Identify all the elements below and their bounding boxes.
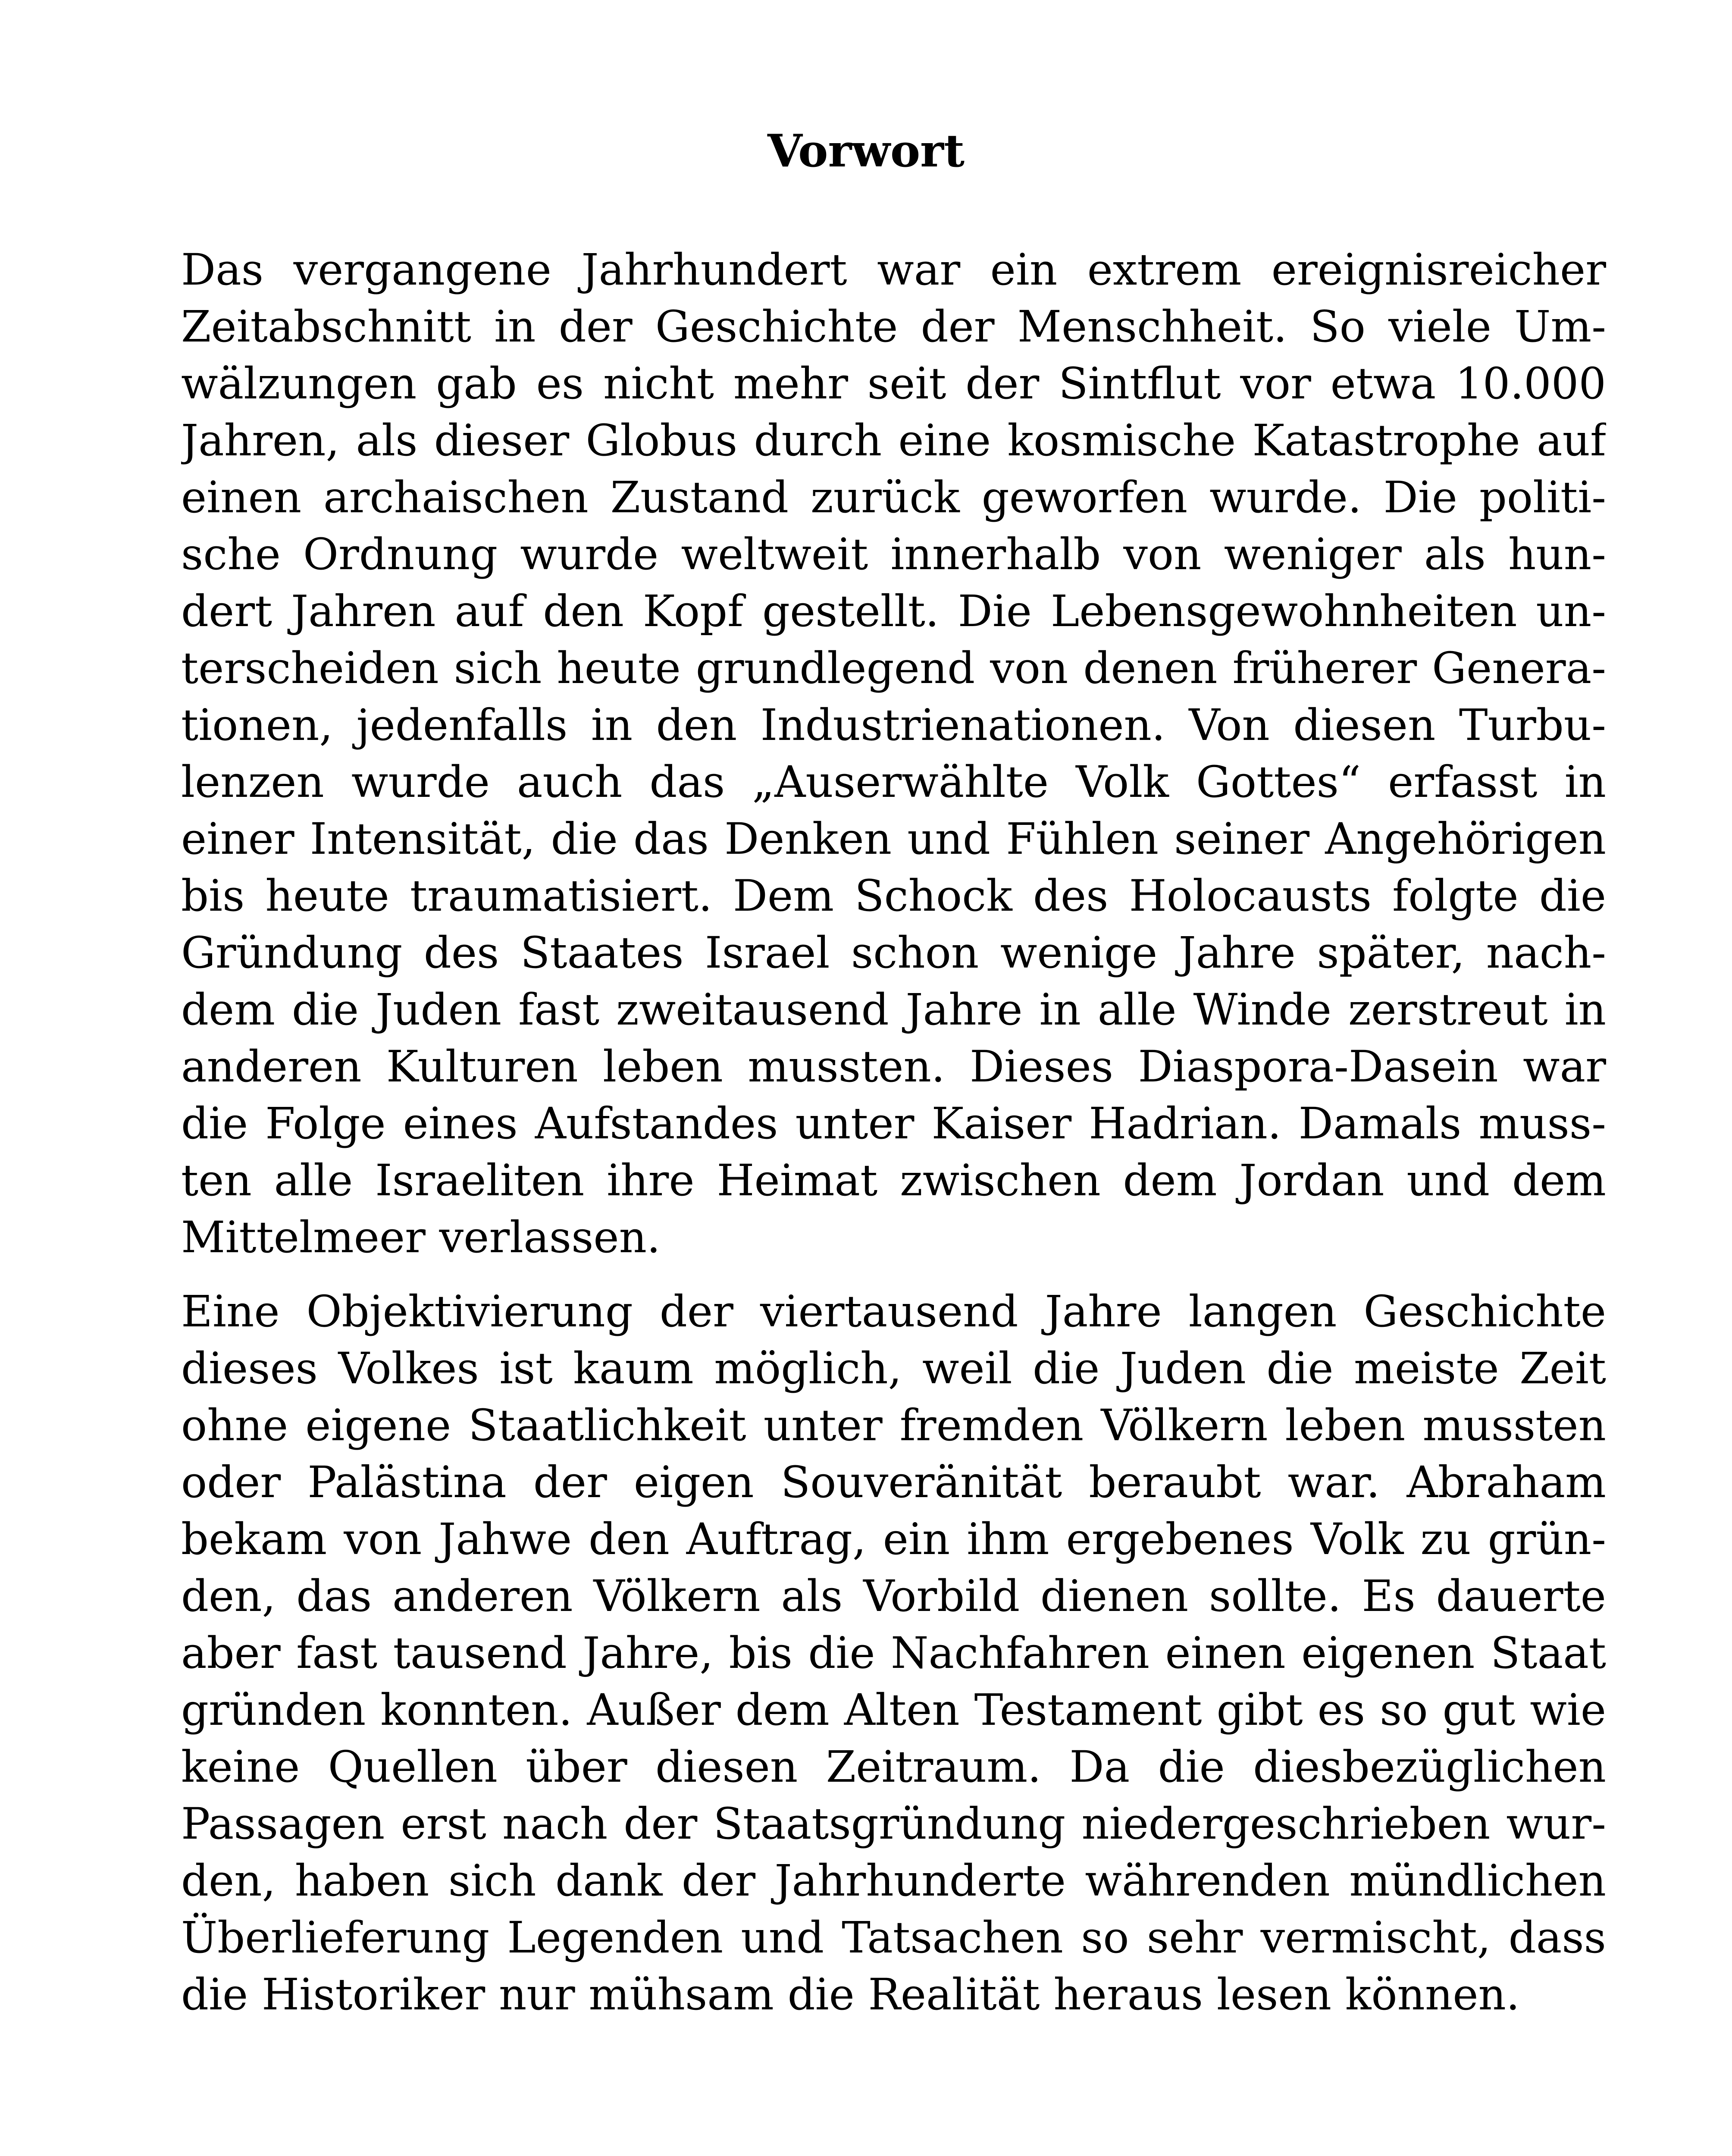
text-line: die Folge eines Aufstandes unter Kaiser Hadrian. Damals muss-	[181, 1098, 1606, 1149]
text-line: tionen, jedenfalls in den Industrienationen. Von diesen Turbu-	[181, 700, 1606, 750]
text-line: bis heute traumatisiert. Dem Schock des Holocausts folgte die	[181, 871, 1606, 921]
text-line: keine Quellen über diesen Zeitraum. Da die diesbezüglichen	[181, 1742, 1606, 1792]
text-line: bekam von Jahwe den Auftrag, ein ihm ergebenes Volk zu grün-	[181, 1514, 1606, 1564]
text-line: dert Jahren auf den Kopf gestellt. Die Lebensgewohnheiten un-	[181, 586, 1606, 636]
paragraph	[181, 1283, 1606, 2023]
text-line: gründen konnten. Außer dem Alten Testament gibt es so gut wie	[181, 1685, 1606, 1735]
text-line: einen archaischen Zustand zurück geworfen wurde. Die politi-	[181, 472, 1606, 523]
text-line: Eine Objektivierung der viertausend Jahre langen Geschichte	[181, 1286, 1606, 1337]
text-line: Gründung des Staates Israel schon wenige Jahre später, nach-	[181, 928, 1606, 978]
text-line: dieses Volkes ist kaum möglich, weil die Juden die meiste Zeit	[181, 1343, 1606, 1394]
text-line: terscheiden sich heute grundlegend von denen früherer Genera-	[181, 643, 1606, 693]
page-title: Vorwort	[767, 124, 965, 177]
text-line: einer Intensität, die das Denken und Fühlen seiner Angehörigen	[181, 814, 1606, 864]
paragraph	[181, 241, 1606, 1266]
text-line: Überlieferung Legenden und Tatsachen so sehr vermischt, dass	[181, 1912, 1606, 1963]
text-line: Zeitabschnitt in der Geschichte der Menschheit. So viele Um-	[181, 301, 1606, 352]
text-line: oder Palästina der eigen Souveränität beraubt war. Abraham	[181, 1457, 1606, 1507]
text-line: lenzen wurde auch das „Auserwählte Volk Gottes“ erfasst in	[181, 757, 1606, 807]
text-line: den, das anderen Völkern als Vorbild dienen sollte. Es dauerte	[181, 1571, 1606, 1621]
text-line: Passagen erst nach der Staatsgründung niedergeschrieben wur-	[181, 1799, 1606, 1849]
text-line: Jahren, als dieser Globus durch eine kosmische Katastrophe auf	[181, 415, 1606, 466]
text-line: sche Ordnung wurde weltweit innerhalb von weniger als hun-	[181, 529, 1606, 580]
text-line: die Historiker nur mühsam die Realität heraus lesen können.	[181, 1969, 1520, 2020]
text-line: dem die Juden fast zweitausend Jahre in alle Winde zerstreut in	[181, 984, 1606, 1035]
text-line: Das vergangene Jahrhundert war ein extrem ereignisreicher	[181, 244, 1606, 295]
text-line: ohne eigene Staatlichkeit unter fremden Völkern leben mussten	[181, 1400, 1606, 1451]
body-text	[181, 241, 1606, 2023]
text-line: aber fast tausend Jahre, bis die Nachfahren einen eigenen Staat	[181, 1628, 1606, 1678]
text-line: anderen Kulturen leben mussten. Dieses Diaspora-Dasein war	[181, 1041, 1606, 1092]
text-line: den, haben sich dank der Jahrhunderte währenden mündlichen	[181, 1855, 1606, 1906]
text-line: ten alle Israeliten ihre Heimat zwischen dem Jordan und dem	[181, 1155, 1606, 1206]
text-line: wälzungen gab es nicht mehr seit der Sintflut vor etwa 10.000	[181, 358, 1606, 409]
text-line: Mittelmeer verlassen.	[181, 1212, 661, 1263]
